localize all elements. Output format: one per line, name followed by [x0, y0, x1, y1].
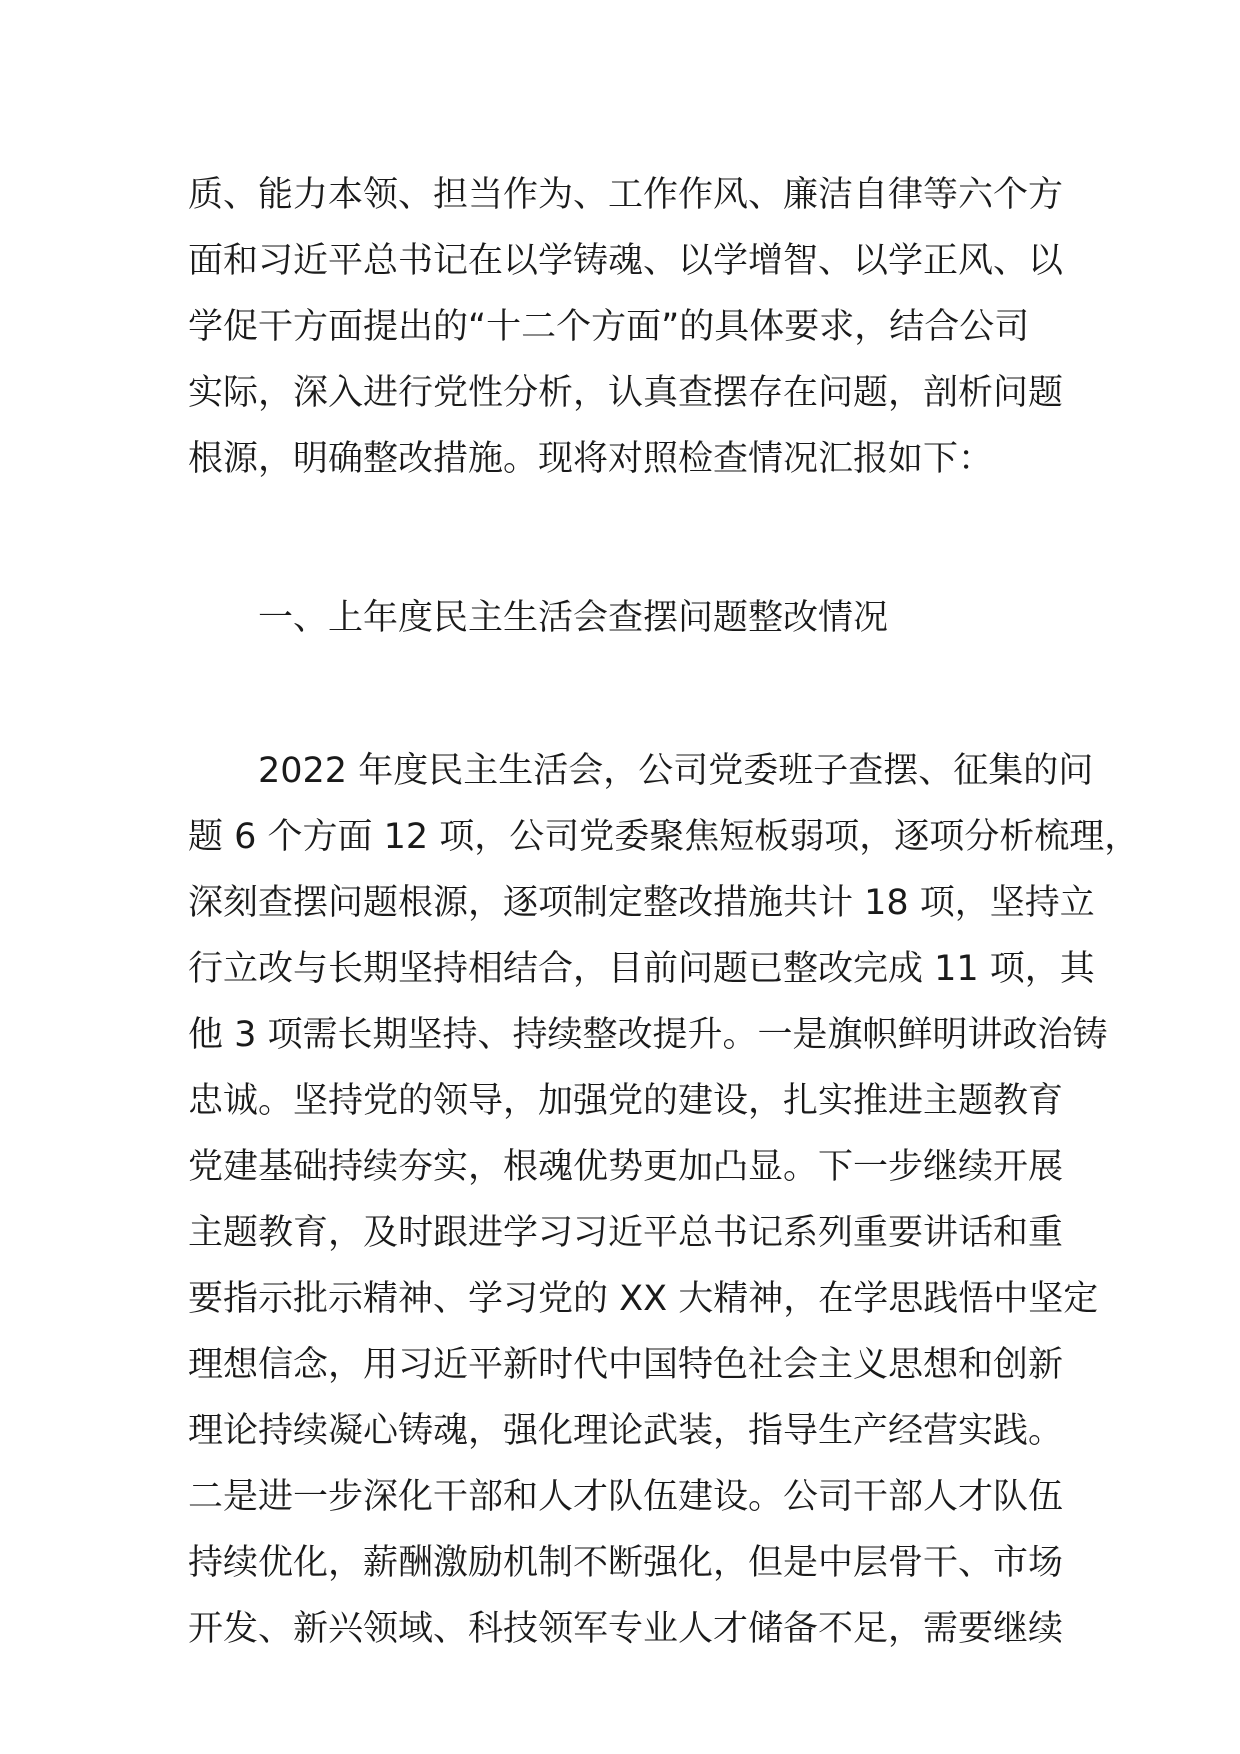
section-heading: 一、上年度民主生活会查摆问题整改情况	[258, 598, 889, 638]
text-line: 学促干方面提出的“十二个方面”的具体要求，结合公司	[188, 307, 1030, 347]
intro-paragraph	[188, 162, 1068, 492]
text-line: 持续优化，薪酬激励机制不断强化，但是中层骨干、市场	[188, 1543, 1064, 1583]
text-line: 理论持续凝心铸魂，强化理论武装，指导生产经营实践。	[188, 1411, 1064, 1451]
text-line: 实际，深入进行党性分析，认真查摆存在问题，剖析问题	[188, 373, 1064, 413]
text-line: 根源，明确整改措施。现将对照检查情况汇报如下：	[188, 439, 994, 479]
text-line: 二是进一步深化干部和人才队伍建设。公司干部人才队伍	[188, 1477, 1064, 1517]
text-line: 开发、新兴领域、科技领军专业人才储备不足，需要继续	[188, 1609, 1064, 1649]
text-line: 理想信念，用习近平新时代中国特色社会主义思想和创新	[188, 1345, 1064, 1385]
paragraph-spacer	[188, 651, 1068, 738]
text-line: 深刻查摆问题根源，逐项制定整改措施共计 18 项，坚持立	[188, 883, 1095, 923]
paragraph-spacer	[188, 492, 1068, 585]
section-1-paragraph	[188, 738, 1140, 1662]
text-line: 忠诚。坚持党的领导，加强党的建设，扎实推进主题教育	[188, 1081, 1064, 1121]
text-line: 题 6 个方面 12 项，公司党委聚焦短板弱项，逐项分析梳理，	[188, 817, 1140, 857]
text-line: 2022 年度民主生活会，公司党委班子查摆、征集的问	[258, 751, 1094, 791]
text-line: 要指示批示精神、学习党的 XX 大精神，在学思践悟中坚定	[188, 1279, 1099, 1319]
text-line: 他 3 项需长期坚持、持续整改提升。一是旗帜鲜明讲政治铸	[188, 1015, 1108, 1055]
document-body	[188, 162, 1140, 1662]
text-line: 主题教育，及时跟进学习习近平总书记系列重要讲话和重	[188, 1213, 1064, 1253]
text-line: 行立改与长期坚持相结合，目前问题已整改完成 11 项，其	[188, 949, 1095, 989]
text-line: 党建基础持续夯实，根魂优势更加凸显。下一步继续开展	[188, 1147, 1064, 1187]
text-line: 质、能力本领、担当作为、工作作风、廉洁自律等六个方	[188, 175, 1064, 215]
text-line: 面和习近平总书记在以学铸魂、以学增智、以学正风、以	[188, 241, 1064, 281]
